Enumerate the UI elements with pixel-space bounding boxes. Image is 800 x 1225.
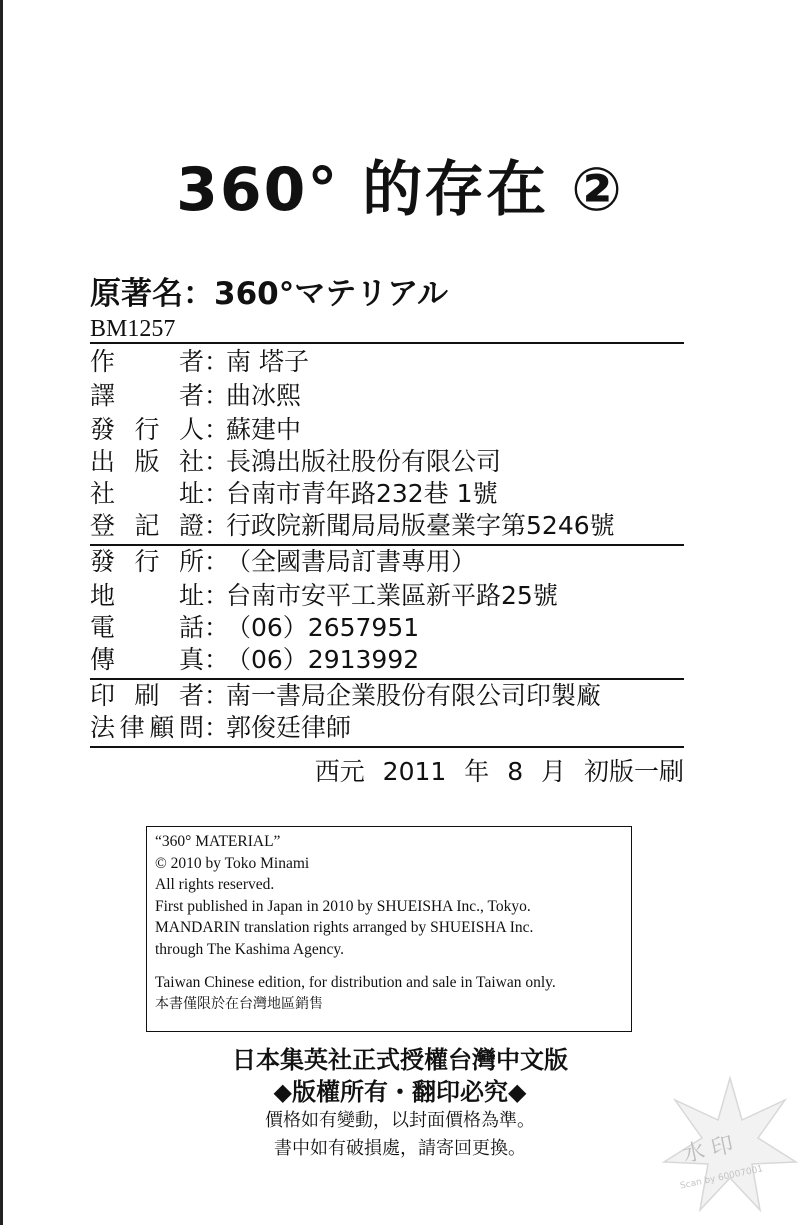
credit-label: 作者 [90,347,204,376]
credit-value: 南 塔子 [226,347,309,376]
svg-text:水 印: 水 印 [680,1132,736,1168]
copyright-line: MANDARIN translation rights arranged by SHUEISHA Inc. [155,919,534,936]
credit-separator: ： [204,347,230,376]
dist-row-address [90,580,558,612]
dist-row-fax [90,644,419,676]
credit-separator: ： [204,479,230,508]
dist-row-distributor [90,546,476,578]
copyright-gap [155,960,631,972]
credit-row-publisher [90,446,501,478]
credit-value: 行政院新聞局局版臺業字第5246號 [226,511,615,540]
print-value: 南一書局企業股份有限公司印製廠 [226,681,602,710]
dist-label: 電話 [90,613,204,642]
credit-label: 登記證 [90,511,204,540]
credit-value: 台南市青年路232巷 1號 [226,479,498,508]
dist-value: （06）2657951 [226,613,420,642]
dist-value: （06）2913992 [226,645,420,674]
credit-separator: ： [204,415,230,444]
copyright-line: First published in Japan in 2010 by SHUEISHA Inc., Tokyo. [155,897,531,915]
copyright-line: All rights reserved. [155,876,275,893]
damage-note: 書中如有破損處，請寄回更換。 [274,1138,526,1159]
price-note: 價格如有變動，以封面價格為準。 [265,1110,535,1131]
divider-rule [90,746,684,748]
svg-text:Scan by 60007001: Scan by 60007001 [679,1164,765,1192]
divider-rule [90,342,684,344]
dist-value: （全國書局訂書專用） [226,547,477,576]
rights-statement: ◆版權所有・翻印必究◆ [273,1078,527,1106]
credit-value: 曲冰熙 [226,381,302,410]
credit-separator: ： [204,447,230,476]
print-separator: ： [204,713,230,742]
print-value: 郭俊廷律師 [226,713,352,742]
credit-label: 發行人 [90,415,204,444]
taiwan-only-line: 本書僅限於在台灣地區銷售 [155,995,323,1012]
dist-separator: ： [204,547,230,576]
copyright-line: “360° MATERIAL” [155,833,281,850]
credit-value: 蘇建中 [226,415,302,444]
credit-label: 譯者 [90,381,204,410]
dist-separator: ： [204,645,230,674]
dist-separator: ： [204,613,230,642]
copyright-line: through The Kashima Agency. [155,940,344,958]
taiwan-edition-line: Taiwan Chinese edition, for distribution and sale in Taiwan only. [155,974,556,991]
credit-row-publisher-person [90,414,301,446]
credit-row-address [90,478,498,510]
print-separator: ： [204,681,230,710]
credit-label: 社址 [90,479,204,508]
credit-label: 出版社 [90,447,204,476]
credit-value: 長鴻出版社股份有限公司 [226,447,502,476]
print-label: 法律顧問 [90,713,204,742]
print-label: 印刷者 [90,681,204,710]
credit-separator: ： [204,511,230,540]
edition-date: 西元 2011 年 8 月 初版一刷 [314,757,684,786]
dist-label: 發行所 [90,547,204,576]
book-title: 360° 的存在 ② [176,155,624,225]
license-statement: 日本集英社正式授權台灣中文版 [232,1046,568,1074]
dist-label: 傳真 [90,645,204,674]
print-row-printer [90,680,601,712]
copyright-box [146,826,632,1032]
credit-row-registration [90,510,615,542]
print-row-legal [90,712,351,744]
dist-label: 地址 [90,581,204,610]
book-code: BM1257 [90,316,176,342]
credit-row-author [90,346,309,378]
copyright-line: © 2010 by Toko Minami [155,854,310,872]
credit-row-translator [90,380,301,412]
scan-watermark-icon [660,1070,800,1220]
dist-separator: ： [204,581,230,610]
dist-row-phone [90,612,419,644]
dist-value: 台南市安平工業區新平路25號 [226,581,558,610]
original-title: 原著名：360°マテリアル [90,276,448,312]
credit-separator: ： [204,381,230,410]
